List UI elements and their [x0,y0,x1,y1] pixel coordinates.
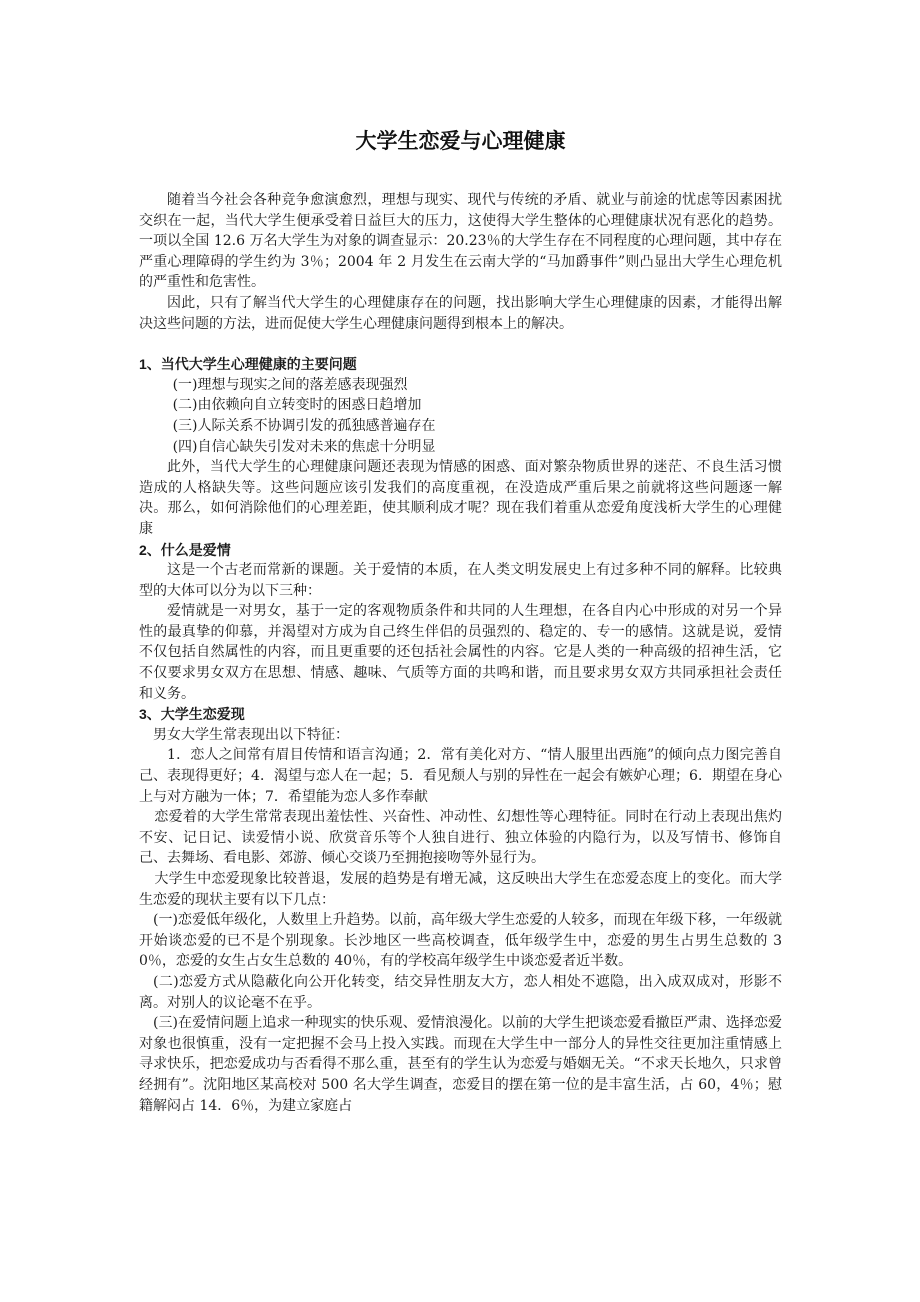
intro-paragraph-1: 随着当今社会各种竞争愈演愈烈，理想与现实、现代与传统的矛盾、就业与前途的忧虑等因素困扰交织在一起，当代大学生便承受着日益巨大的压力，这使得大学生整体的心理健康状况有恶化的趋势。一项以全国 12.6 万名大学生为对象的调查显示：20.23％的大学生存在不同程度的心理问题，其中存在严重心理障碍的学生约为 3％；2004 年 2 月发生在云南大学的“马加爵事件”则凸显出大学生心理危机的严重性和危害性。 [139,192,782,291]
section-3-heading: 3、大学生恋爱现 [139,706,245,723]
section-3-point-1: (一)恋爱低年级化，人数里上升趋势。以前，高年级大学生恋爱的人较多，而现在年级下移，一年级就开始谈恋爱的已不是个别现象。长沙地区一些高校调查，低年级学生中，恋爱的男生占男生总数的 30％，恋爱的女生占女生总数的 40％，有的学校高年级学生中谈恋爱者近半数。 [139,912,782,970]
document-title: 大学生恋爱与心理健康 [355,130,566,153]
document-body [139,190,782,1116]
section-3-point-3: (三)在爱情问题上追求一种现实的快乐观、爱情浪漫化。以前的大学生把谈恋爱看撤臣严肃、选择恋爱对象也很慎重，没有一定把握不会马上投入实践。而现在大学生中一部分人的异性交往更加注重情感上寻求快乐，把恋爱成功与否看得不那么重，甚至有的学生认为恋爱与婚姻无关。“不求天长地久，只求曾经拥有”。沈阳地区某高校对 500 名大学生调查，恋爱目的摆在第一位的是丰富生活，占 60，4％；慰籍解闷占 14．6％，为建立家庭占 [139,1015,782,1114]
section-3-psych: 恋爱着的大学生常常表现出羞怯性、兴奋性、冲动性、幻想性等心理特征。同时在行动上表现出焦灼不安、记日记、读爱情小说、欣赏音乐等个人独自进行、独立体验的内隐行为，以及写情书、修饰自己、去舞场、看电影、郊游、倾心交谈乃至拥抱接吻等外显行为。 [139,809,782,867]
spacer [139,334,782,354]
section-1-paragraph: 此外，当代大学生的心理健康问题还表现为情感的困惑、面对繁杂物质世界的迷茫、不良生活习惯造成的人格缺失等。这些问题应该引发我们的高度重视，在没造成严重后果之前就将这些问题逐一解决。那么，如何消除他们的心理差距，使其顺利成才呢？现在我们着重从恋爱角度浅析大学生的心理健康 [139,459,782,537]
section-2-paragraph-1: 这是一个古老而常新的课题。关于爱情的本质，在人类文明发展史上有过多种不同的解释。比较典型的大体可以分为以下三种： [139,562,782,599]
section-2-paragraph-2: 爱情就是一对男女，基于一定的客观物质条件和共同的人生理想，在各自内心中形成的对另一个异性的最真挚的仰慕，并渴望对方成为自己终生伴侣的员强烈的、稳定的、专一的感情。这就是说，爱情不仅包括自然属性的内容，而且更重要的还包括社会属性的内容。它是人类的一种高级的招神生活，它不仅要求男女双方在思想、情感、趣味、气质等方面的共鸣和谐，而且要求男女双方共同承担社会责任和义务。 [139,603,782,702]
section-3-trend: 大学生中恋爱现象比较普退，发展的趋势是有增无减，这反映出大学生在恋爱态度上的变化。而大学生恋爱的现状主要有以下几点： [139,871,782,908]
section-1-item-2: (二)由依赖向自立转变时的困惑日趋增加 [172,397,422,414]
section-3-traits: 1．恋人之间常有眉目传情和语言沟通；2．常有美化对方、“情人服里出西施”的倾向点力图完善自己、表现得更好；4．渴望与恋人在一起；5．看见颓人与别的异性在一起会有嫉妒心理；6．期望在身心上与对方融为一体；7．希望能为恋人多作奉献 [139,747,782,805]
section-2-heading: 2、什么是爱情 [139,541,231,558]
section-1-heading: 1、当代大学生心理健康的主要问题 [139,356,357,373]
section-1-item-4: (四)自信心缺失引发对未来的焦虑十分明显 [172,438,436,455]
section-3-point-2: (二)恋爱方式从隐蔽化向公开化转变，结交异性朋友大方，恋人相处不遮隐，出入成双成对，形影不离。对别人的议论毫不在乎。 [139,973,782,1011]
section-1-item-1: (一)理想与现实之间的落差感表现强烈 [172,376,408,393]
intro-paragraph-2: 因此，只有了解当代大学生的心理健康存在的问题，找出影响大学生心理健康的因素，才能得出解决这些问题的方法，进而促使大学生心理健康问题得到根本上的解决。 [139,294,782,332]
section-1-item-3: (三)人际关系不协调引发的孤独感普遍存在 [172,417,436,434]
section-3-lead: 男女大学生常表现出以下特征： [153,726,349,743]
